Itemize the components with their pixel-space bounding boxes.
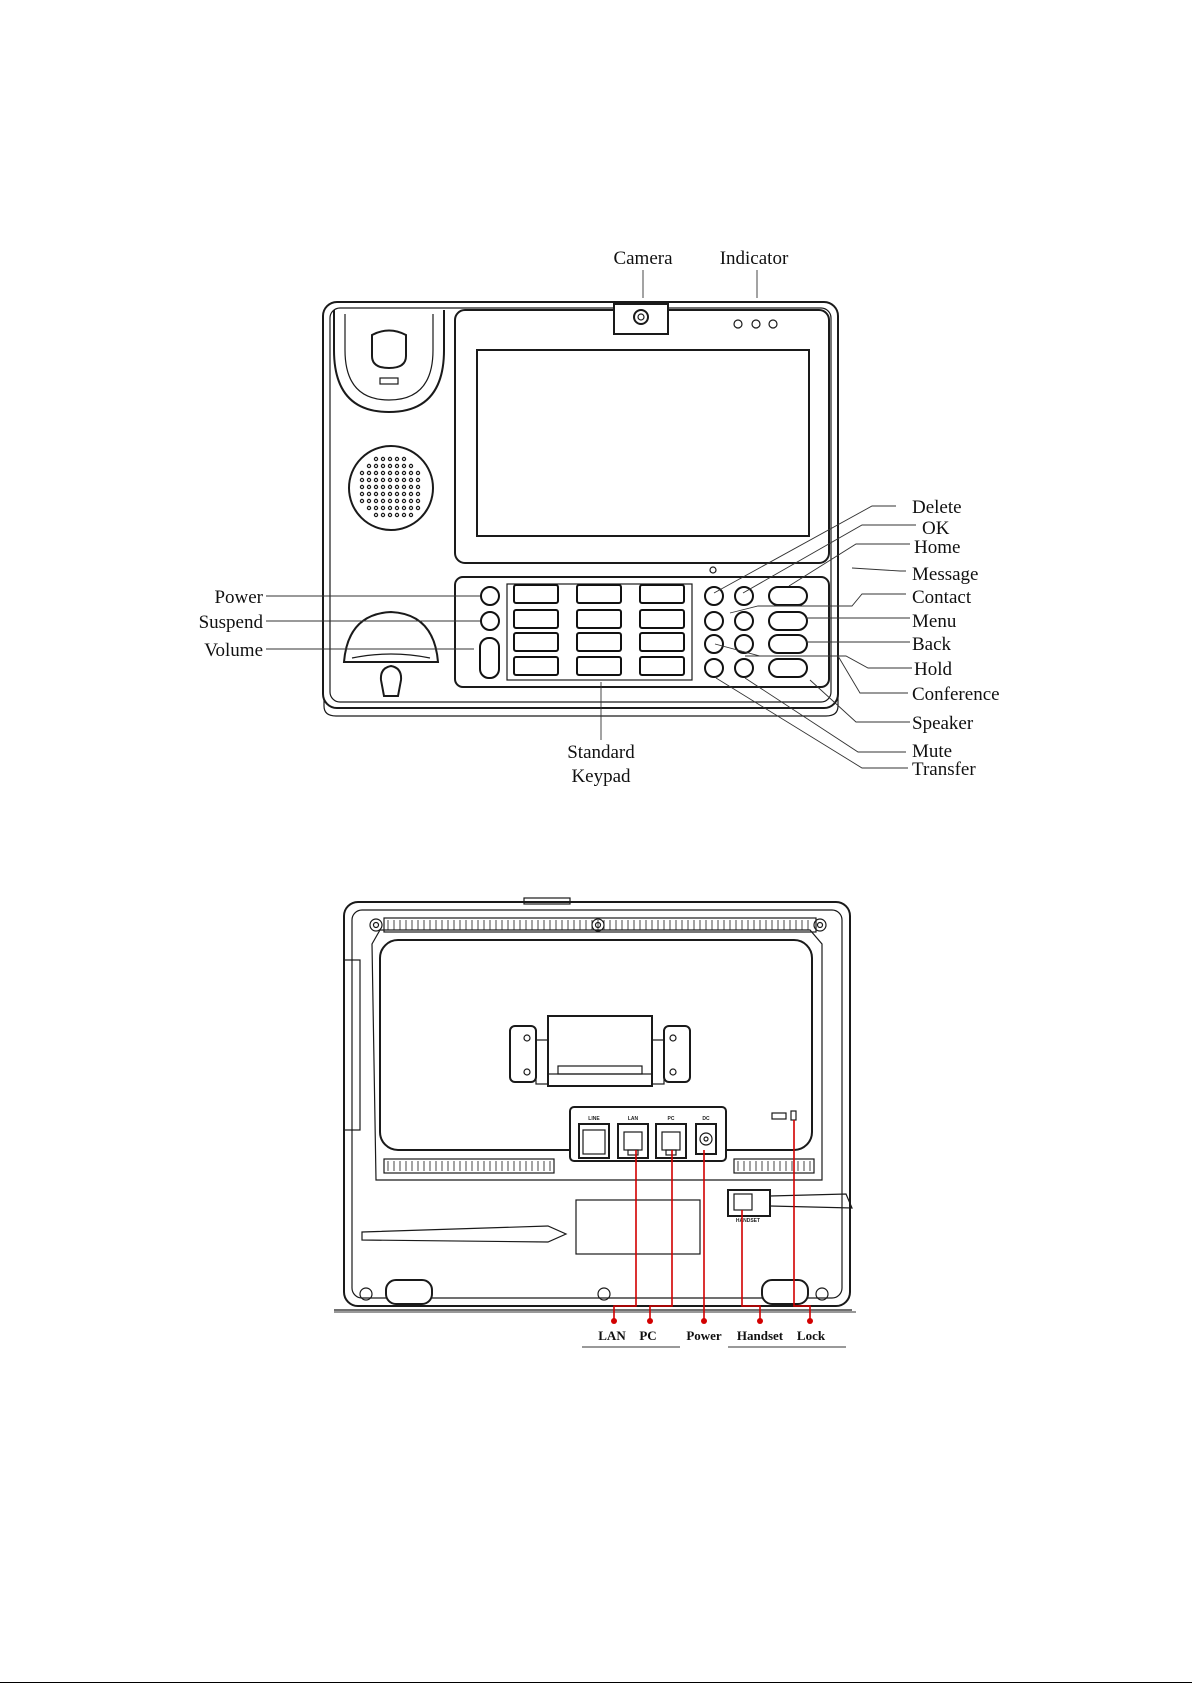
bottom-rule [0, 1682, 1192, 1683]
delete-label: Delete [912, 497, 962, 518]
camera-label: Camera [613, 248, 673, 269]
handset-cradle [334, 310, 444, 412]
keypad-key[interactable] [577, 633, 621, 651]
keypad-key[interactable] [514, 633, 558, 651]
lan-port-mark: LAN [627, 1116, 639, 1122]
keypad-key[interactable] [514, 657, 558, 675]
power-label: Power [214, 587, 263, 608]
keypad-key[interactable] [640, 657, 684, 675]
keypad-key[interactable] [640, 633, 684, 651]
conference-label: Conference [912, 684, 1000, 705]
handset-port-mark: HANDSET [735, 1218, 761, 1224]
camera-module [614, 304, 668, 334]
function-oval-button[interactable] [769, 659, 807, 677]
power-port-label: Power [686, 1328, 722, 1343]
volume-rocker[interactable] [480, 638, 499, 678]
indicator-label: Indicator [719, 248, 789, 269]
home-label: Home [914, 537, 961, 558]
dc-jack [696, 1124, 716, 1154]
pc-port [656, 1124, 686, 1158]
keypad-key[interactable] [640, 610, 684, 628]
keypad-key[interactable] [577, 657, 621, 675]
line-port-mark: LINE [588, 1116, 600, 1122]
keypad-key[interactable] [577, 585, 621, 603]
keypad-key[interactable] [514, 610, 558, 628]
front-view [199, 248, 1000, 787]
speaker-grille [349, 446, 433, 530]
dc-port-mark: DC [702, 1116, 710, 1122]
power-button[interactable] [481, 587, 499, 605]
rear-view [334, 898, 856, 1347]
menu-label: Menu [912, 611, 957, 632]
keypad-key[interactable] [640, 585, 684, 603]
contact-label: Contact [912, 587, 972, 608]
display-screen [477, 350, 809, 536]
back-label: Back [912, 634, 952, 655]
function-oval-button[interactable] [769, 635, 807, 653]
transfer-label: Transfer [912, 759, 976, 780]
handset-label: Handset [736, 1328, 784, 1343]
function-oval-button[interactable] [769, 612, 807, 630]
suspend-label: Suspend [198, 612, 263, 633]
keypad-key[interactable] [577, 610, 621, 628]
lan-label: LAN [598, 1328, 626, 1343]
ok-label: OK [922, 518, 950, 539]
function-round-button[interactable] [705, 612, 723, 630]
lan-port [618, 1124, 648, 1158]
function-round-button[interactable] [735, 659, 753, 677]
lock-label: Lock [796, 1328, 826, 1343]
hold-label: Hold [914, 659, 952, 680]
standard-keypad-label-2: Keypad [571, 766, 631, 787]
volume-label: Volume [204, 640, 263, 661]
port-panel [570, 1107, 726, 1161]
mute-label: Mute [912, 741, 953, 762]
function-round-button[interactable] [735, 587, 753, 605]
function-oval-button[interactable] [769, 587, 807, 605]
function-round-button[interactable] [705, 659, 723, 677]
keypad-key[interactable] [514, 585, 558, 603]
pc-port-mark: PC [667, 1116, 675, 1122]
speaker-label: Speaker [912, 713, 974, 734]
pc-label: PC [639, 1328, 657, 1343]
function-round-button[interactable] [735, 612, 753, 630]
message-label: Message [912, 564, 979, 585]
function-round-button[interactable] [705, 635, 723, 653]
suspend-button[interactable] [481, 612, 499, 630]
standard-keypad-label-1: Standard [567, 742, 635, 763]
